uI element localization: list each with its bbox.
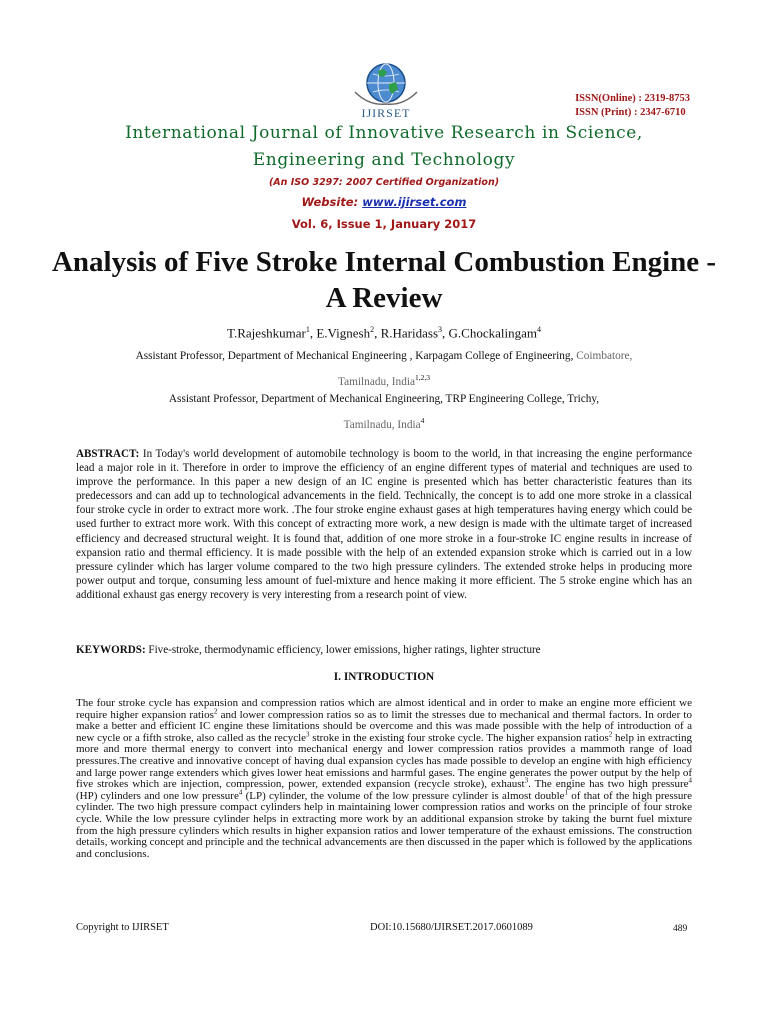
website-label: Website:	[301, 195, 363, 209]
issn-block	[575, 92, 690, 120]
affiliation-1-country-text: Tamilnadu, India	[337, 375, 415, 388]
abstract-text: In Today's world development of automobile technology is boom to the world, in that increasing the engine performance lead a major role in it. Therefore in order to improve the efficiency of an engine different types of material and techniques are used to improve the performance. In this paper a new design of an IC engine is presented which has better characteristic features than its predecessors and can add up to technological advancements in the field. Technically, the concept is to add one more stroke in a classical four stroke cycle in order to extract more work. .The four stroke engine exhaust gases at high temperatures having energy which could be used further to extract more work. With this concept of extracting more work, a new design is made with the ultimate target of increased efficiency and decreased structural weight. It is found that, addition of one more stroke in a four-stroke IC engine results in increase of expansion ratio and thermal efficiency. It is made possible with the help of an extended expansion stroke which is carried out in a low pressure cylinder which has larger volume compared to the two high pressure cylinders. The extended stroke helps in producing more power output and torque, consuming less amount of fuel-mixture and hence making it more efficient. The 5 stroke engine which has an additional exhaust gas energy recovery is very interesting from a research point of view.	[76, 448, 692, 601]
citation-sup: 2	[213, 706, 218, 715]
intro-text: (HP) cylinders and one low pressure	[76, 789, 239, 802]
citation-sup: 3	[306, 730, 310, 739]
page-number: 489	[673, 924, 688, 934]
affiliation-2-sup: 4	[420, 416, 425, 425]
keywords	[76, 643, 692, 657]
website-link[interactable]: www.ijirset.com	[362, 195, 467, 209]
paper-title: Analysis of Five Stroke Internal Combustion Engine - A Review	[51, 246, 717, 314]
issn-print: ISSN (Print) : 2347-6710	[575, 107, 686, 118]
keywords-label: KEYWORDS:	[76, 644, 146, 656]
journal-name-line2: Engineering and Technology	[252, 150, 516, 170]
author-name: R.Haridass	[380, 325, 439, 341]
intro-text: (LP) cylinder, the volume of the low pressure cylinder is almost double	[242, 789, 565, 802]
affiliation-1-city: Coimbatore,	[576, 350, 633, 362]
abstract	[76, 447, 692, 602]
journal-name-line1: International Journal of Innovative Research in Science,	[125, 123, 643, 143]
issn-online: ISSN(Online) : 2319-8753	[575, 93, 690, 104]
author-sup: 3	[438, 325, 443, 334]
citation-sup: 4	[238, 788, 243, 797]
affiliation-2-country-text: Tamilnadu, India	[343, 418, 421, 431]
affiliation-2-country	[40, 410, 728, 436]
citation-sup: 4	[688, 776, 692, 785]
affiliation-1-sup: 1,2,3	[415, 373, 430, 382]
footer-doi: DOI:10.15680/IJIRSET.2017.0601089	[370, 922, 533, 933]
author-name: G.Chockalingam	[448, 325, 537, 341]
logo-text: IJIRSET	[361, 106, 411, 120]
intro-text: The four stroke cycle has expansion and compression ratios which are almost identical and in order to make an engine more efficient we require higher expansion ratios	[76, 697, 692, 721]
intro-text: and lower compression ratios so as to limit the stresses due to mechanical and thermal factors. In order to make a better and efficient IC engine these limitations should be overcome and this was made possible with the help of introduction of a new cycle or a fifth stroke, also called as the recycle	[76, 708, 692, 744]
volume-issue: Vol. 6, Issue 1, January 2017	[291, 217, 477, 231]
author-sup: 1	[305, 325, 310, 334]
keywords-text: Five-stroke, thermodynamic efficiency, lower emissions, higher ratings, lighter structure	[145, 644, 541, 656]
affiliation-1	[40, 345, 728, 367]
abstract-label: ABSTRACT:	[76, 448, 140, 460]
intro-text: stroke in the existing four stroke cycle. The higher expansion ratios	[309, 731, 609, 744]
certification-note: (An ISO 3297: 2007 Certified Organization)	[268, 177, 500, 188]
citation-sup: 3	[524, 776, 529, 785]
author-name: E.Vignesh	[316, 325, 371, 341]
author-sup: 4	[536, 325, 541, 334]
journal-logo	[349, 62, 423, 122]
affiliation-2: Assistant Professor, Department of Mechanical Engineering, TRP Engineering College, Trichy,	[168, 393, 600, 405]
affiliation-1-text: Assistant Professor, Department of Mechanical Engineering , Karpagam College of Engineering,	[135, 350, 577, 362]
intro-text: of that of the high pressure cylinder. The two high pressure compact cylinders help in maintaining lower compression ratios and works on the principle of four stroke cycle. While the low pressure cylinder helps in extracting more work by an additional expansion stroke by taking the burnt fuel mixture from the high pressure cylinders which results in higher expansion ratios and lower temperature of the exhaust emissions. The construction details, working concept and principle and the technical advancements are then discussed in the paper which is followed by the applications and conclusions.	[76, 789, 692, 860]
citation-sup: 2	[608, 730, 613, 739]
website-line	[0, 195, 768, 209]
introduction-paragraph	[76, 698, 692, 860]
intro-text: . The engine has two high pressure	[528, 778, 689, 791]
intro-text: help in extracting more and more thermal energy to convert into mechanical energy and lower compression ratios provides a mammoth range of load pressures.The creative and innovative concept of having dual expansion cycles has made possible to develop an engine with high efficiency and large power range extenders which gives lower heat emissions and harmful gases. The engine generates the power output by the help of five strokes which are injection, compression, power, extended expansion (recycle stroke), exhaust	[76, 731, 692, 791]
globe-logo-icon	[349, 62, 423, 108]
author-name: T.Rajeshkumar	[227, 325, 306, 341]
section-heading-introduction: I. INTRODUCTION	[333, 671, 435, 683]
footer-copyright: Copyright to IJIRSET	[76, 922, 169, 933]
author-list: T.Rajeshkumar$^1$, E.Vignesh$^2$, R.Haridass$^3$, G.Chockalingam$^4$	[227, 325, 541, 341]
citation-sup: 1	[564, 788, 569, 797]
author-sup: 2	[370, 325, 375, 334]
